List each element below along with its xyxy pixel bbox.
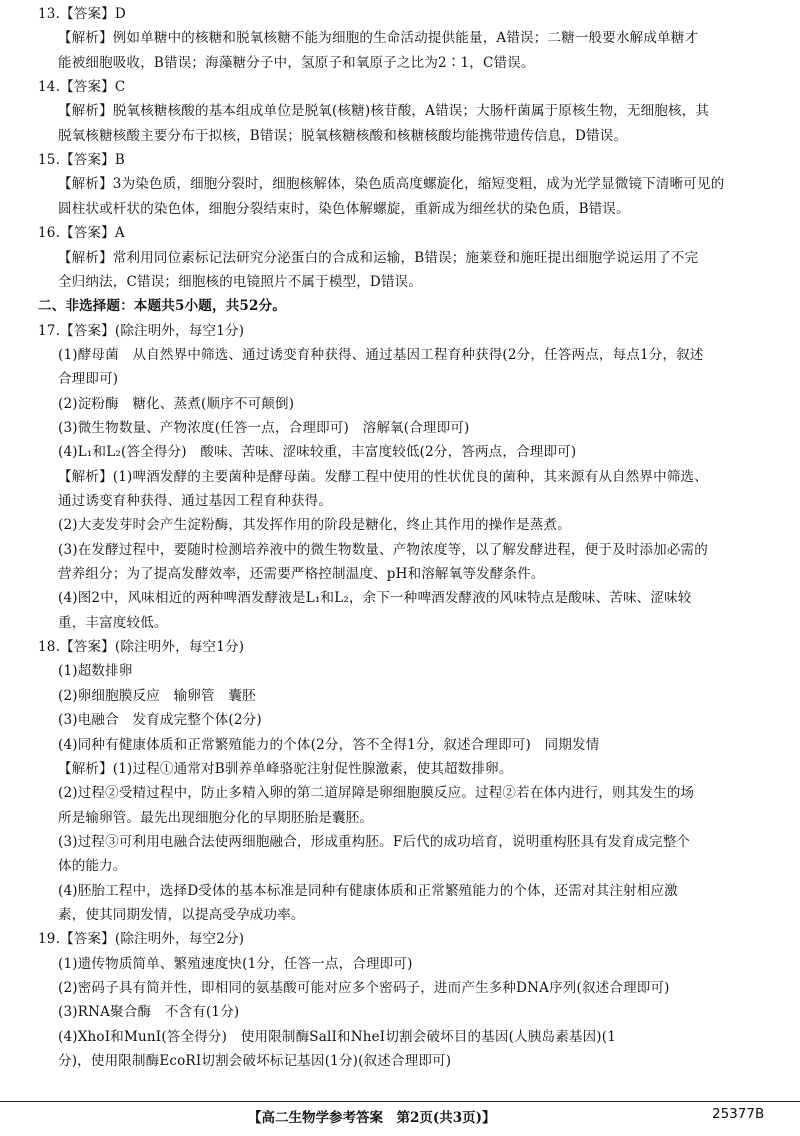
text-line: 【解析】脱氧核糖核酸的基本组成单位是脱氧(核糖)核苷酸，A错误；大肠杆菌属于原核生物，无细胞核，其: [58, 103, 710, 120]
text-line: 体的能力。: [58, 858, 127, 875]
text-line: 18.【答案】(除注明外，每空1分): [38, 639, 245, 656]
text-line: 重，丰富度较低。: [58, 614, 168, 631]
text-line: 合理即可): [58, 371, 119, 388]
text-line: 19.【答案】(除注明外，每空2分): [38, 931, 245, 948]
text-line: (3)微生物数量、产物浓度(任答一点，合理即可) 溶解氧(合理即可): [58, 419, 470, 436]
text-line: 圆柱状或杆状的染色体，细胞分裂结束时，染色体解螺旋，重新成为细丝状的染色质，B错误。: [58, 200, 630, 217]
text-line: 【解析】(1)啤酒发酵的主要菌种是酵母菌。发酵工程中使用的性状优良的菌种，其来源有从自然界中筛选、: [58, 468, 708, 485]
text-line: (2)淀粉酶 糖化、蒸煮(顺序不可颠倒): [58, 395, 295, 412]
text-line: 通过诱变育种获得、通过基因工程育种获得。: [58, 493, 332, 509]
text-line: 二、非选择题：本题共5小题，共52分。: [38, 298, 286, 315]
text-line: (4)L₁和L₂(答全得分) 酸味、苦味、涩味较重，丰富度较低(2分，答两点，合理即可): [58, 444, 577, 461]
text-line: (1)遗传物质简单、繁殖速度快(1分，任答一点，合理即可): [58, 955, 413, 972]
text-line: 营养组分；为了提高发酵效率，还需要严格控制温度、pH和溶解氧等发酵条件。: [58, 566, 545, 583]
text-line: (2)卵细胞膜反应 输卵管 囊胚: [58, 687, 256, 704]
text-line: (1)超数排卵: [58, 663, 133, 680]
text-line: (2)过程②受精过程中，防止多精入卵的第二道屏障是卵细胞膜反应。过程②若在体内进行，则其发生的场: [58, 785, 695, 802]
text-line: (2)密码子具有简并性，即相同的氨基酸可能对应多个密码子，进而产生多种DNA序列(叙述合理即可): [58, 980, 670, 996]
text-line: (4)图2中，风味相近的两种啤酒发酵液是L₁和L₂，余下一种啤酒发酵液的风味特点是酸味、苦味、涩味较: [58, 590, 692, 607]
text-line: 16.【答案】A: [38, 225, 125, 242]
text-line: 15.【答案】B: [38, 152, 125, 169]
footer-code: 25377B: [712, 1106, 765, 1122]
text-line: 14.【答案】C: [38, 79, 126, 96]
text-line: 【解析】常利用同位素标记法研究分泌蛋白的合成和运输，B错误；施莱登和施旺提出细胞学说运用了不完: [58, 249, 699, 266]
footer-title: 【高二生物学参考答案 第2页(共3页)】: [248, 1110, 496, 1126]
text-line: 【解析】例如单糖中的核糖和脱氧核糖不能为细胞的生命活动提供能量，A错误；二糖一般要水解成单糖才: [58, 30, 699, 47]
text-line: 素，使其同期发情，以提高受孕成功率。: [58, 906, 305, 923]
text-line: (3)电融合 发育成完整个体(2分): [58, 712, 262, 729]
text-line: 13.【答案】D: [38, 6, 126, 22]
page-footer: [0, 1101, 800, 1126]
text-line: 【解析】3为染色质，细胞分裂时，细胞核解体，染色质高度螺旋化，缩短变粗，成为光学显微镜下清晰可见的: [58, 176, 725, 193]
text-line: 所是输卵管。最先出现细胞分化的早期胚胎是囊胚。: [58, 809, 374, 826]
text-line: (4)同种有健康体质和正常繁殖能力的个体(2分，答不全得1分，叙述合理即可) 同期发情: [58, 736, 600, 753]
text-line: (3)RNA聚合酶 不含有(1分): [58, 1004, 240, 1021]
text-line: 能被细胞吸收，B错误；海藻糖分子中，氢原子和氧原子之比为2∶1，C错误。: [58, 54, 535, 71]
text-line: (4)XhoⅠ和MunⅠ(答全得分) 使用限制酶SalⅠ和NheⅠ切割会破坏目的基因(人胰岛素基因)(1: [58, 1028, 617, 1045]
text-line: 脱氧核糖核酸主要分布于拟核，B错误；脱氧核糖核酸和核糖核酸均能携带遗传信息，D错误。: [58, 127, 628, 144]
text-line: (3)在发酵过程中，要随时检测培养液中的微生物数量、产物浓度等，以了解发酵进程，便于及时添加必需的: [58, 541, 708, 558]
text-line: (2)大麦发芽时会产生淀粉酶，其发挥作用的阶段是糖化，终止其作用的操作是蒸煮。: [58, 517, 571, 534]
text-line: 全归纳法，C错误；细胞核的电镜照片不属于模型，D错误。: [58, 273, 423, 290]
text-line: 17.【答案】(除注明外，每空1分): [38, 322, 245, 339]
text-line: (1)酵母菌 从自然界中筛选、通过诱变育种获得、通过基因工程育种获得(2分，任答两点，每点1分，叙述: [58, 346, 704, 363]
text-line: (4)胚胎工程中，选择D受体的基本标准是同种有健康体质和正常繁殖能力的个体，还需对其注射相应激: [58, 882, 678, 899]
text-line: (3)过程③可利用电融合法使两细胞融合，形成重构胚。F后代的成功培育，说明重构胚具有发育成完整个: [58, 833, 691, 850]
text-line: 【解析】(1)过程①通常对B驯养单峰骆驼注射促性腺激素，使其超数排卵。: [58, 760, 513, 777]
text-line: 分)，使用限制酶EcoRⅠ切割会破坏标记基因(1分)(叙述合理即可): [58, 1053, 452, 1070]
